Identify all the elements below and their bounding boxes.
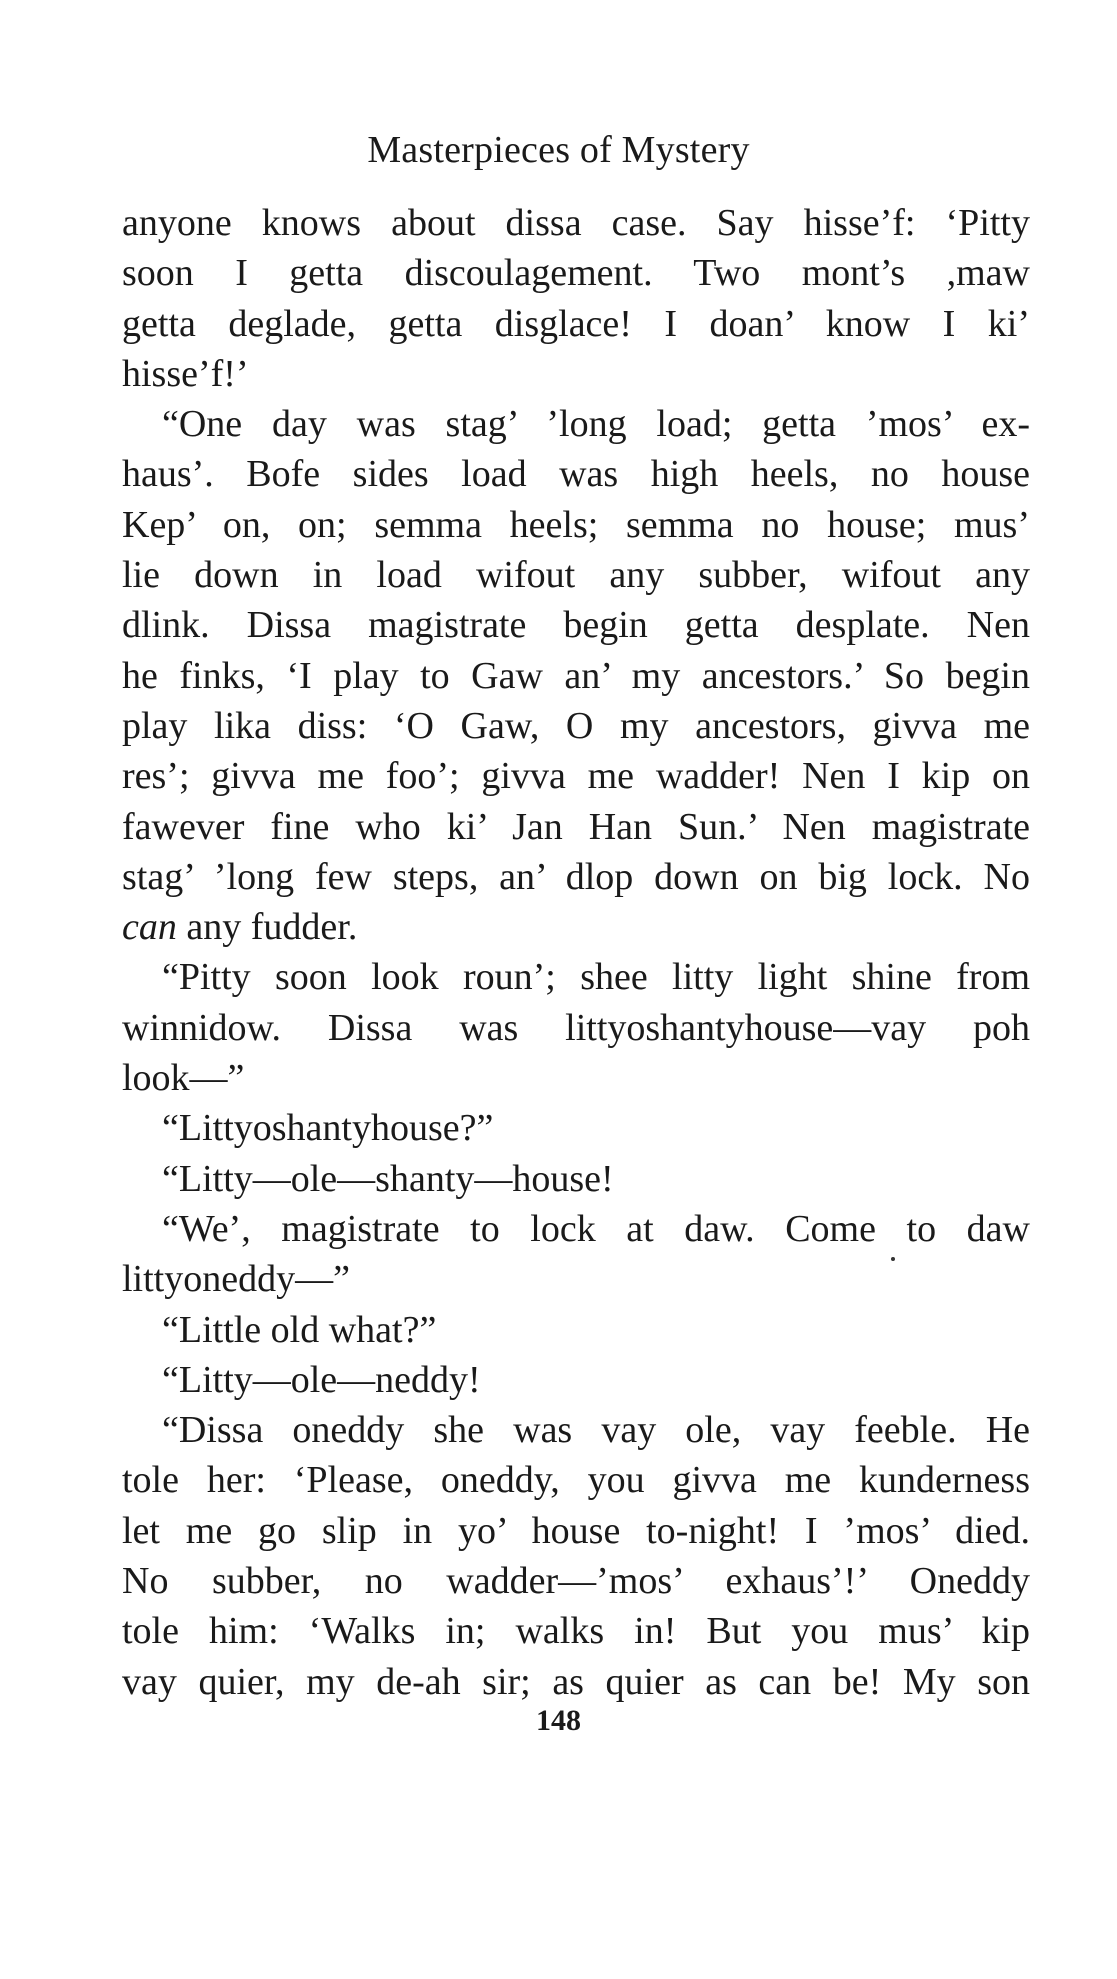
paragraph-start-line: “Dissa oneddy she was vay ole, vay feeble. He — [162, 1409, 1030, 1452]
text-line: look—” — [122, 1057, 245, 1100]
text-line: tole her: ‘Please, oneddy, you givva me kunderness — [122, 1459, 1030, 1502]
dialogue-line: “Little old what?” — [162, 1308, 437, 1351]
text-line: No subber, no wadder—’mos’ exhaus’!’ Oneddy — [122, 1560, 1030, 1603]
dialogue-line: “Litty—ole—shanty—house! — [162, 1157, 614, 1200]
paragraph-start-line: “We’, magistrate to lock at daw. Come to daw — [162, 1207, 1030, 1250]
body-text — [122, 198, 1030, 1707]
text-line: fawever fine who ki’ Jan Han Sun.’ Nen magistrate — [122, 805, 1030, 848]
text-line: soon I getta discoulagement. Two mont’s ,maw — [122, 252, 1030, 295]
page-number: 148 — [536, 1704, 581, 1737]
print-speck — [891, 1257, 895, 1261]
text-line: vay quier, my de-ah sir; as quier as can be! My son — [122, 1660, 1030, 1703]
italic-word: can — [122, 906, 177, 949]
text-line: play lika diss: ‘O Gaw, O my ancestors, givva me — [122, 704, 1030, 747]
text-line: winnidow. Dissa was littyoshantyhouse—vay poh — [122, 1006, 1030, 1049]
dialogue-line: “Litty—ole—neddy! — [162, 1358, 481, 1401]
paragraph-start-line: “One day was stag’ ’long load; getta ’mos’ ex- — [162, 403, 1030, 446]
text-line: anyone knows about dissa case. Say hisse’f: ‘Pitty — [122, 202, 1030, 244]
text-line: dlink. Dissa magistrate begin getta desplate. Nen — [122, 604, 1030, 647]
text-line: getta deglade, getta disglace! I doan’ know I ki’ — [122, 302, 1030, 345]
text-line: he finks, ‘I play to Gaw an’ my ancestors.’ So begin — [122, 654, 1030, 697]
paragraph-start-line: “Pitty soon look roun’; shee litty light shine from — [162, 956, 1030, 999]
text-line: hisse’f!’ — [122, 352, 249, 395]
text-line-rest: any fudder. — [186, 906, 358, 949]
text-line: Kep’ on, on; semma heels; semma no house; mus’ — [122, 503, 1030, 546]
text-line: let me go slip in yo’ house to-night! I ’mos’ died. — [122, 1509, 1030, 1552]
text-line — [122, 902, 1030, 952]
text-line: tole him: ‘Walks in; walks in! But you mus’ kip — [122, 1610, 1030, 1653]
text-line: stag’ ’long few steps, an’ dlop down on big lock. No — [122, 855, 1030, 898]
dialogue-line: “Littyoshantyhouse?” — [162, 1107, 494, 1150]
running-head: Masterpieces of Mystery — [367, 129, 750, 171]
text-line: littyoneddy—” — [122, 1258, 350, 1301]
text-line: haus’. Bofe sides load was high heels, no house — [122, 453, 1030, 496]
text-line: res’; givva me foo’; givva me wadder! Nen I kip on — [122, 755, 1030, 798]
text-line: lie down in load wifout any subber, wifout any — [122, 554, 1030, 597]
